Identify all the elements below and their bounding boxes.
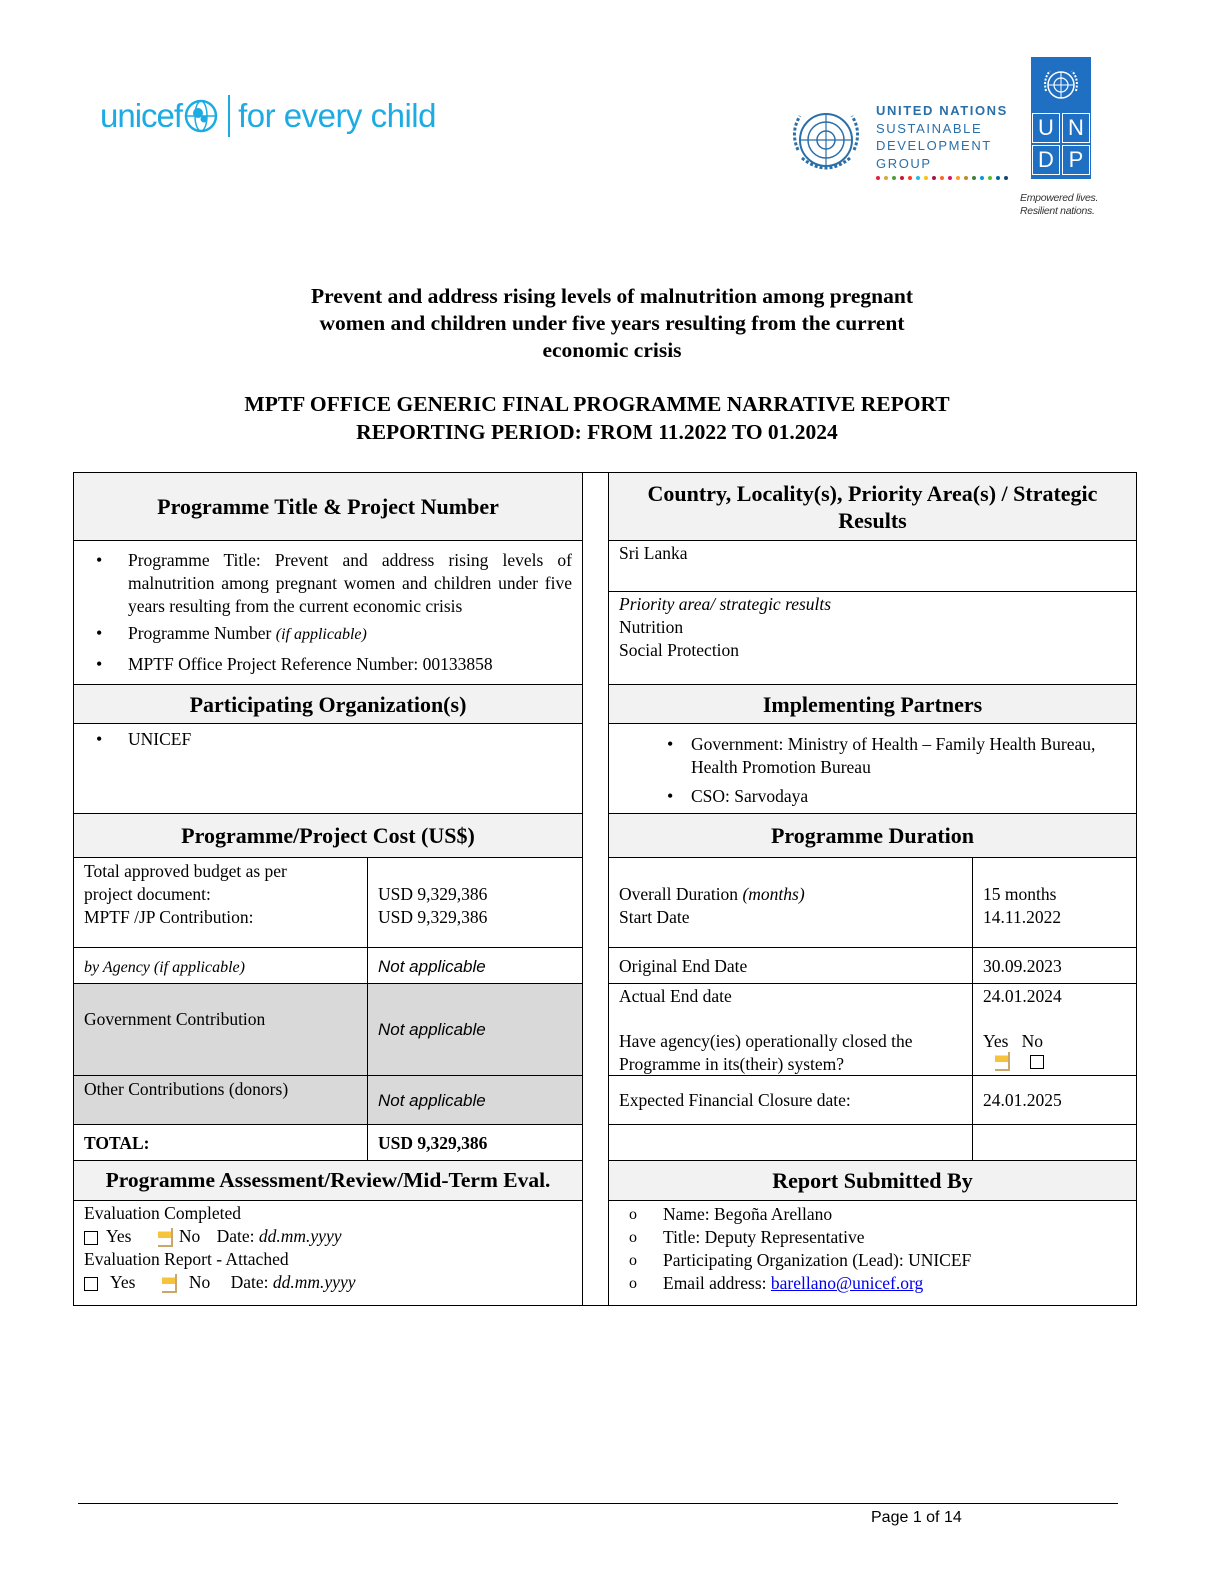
overall-duration-value: 15 months: [983, 884, 1057, 904]
eval-report-yes-checkbox[interactable]: [84, 1277, 98, 1291]
priority-cell: [608, 591, 1137, 685]
programme-number-label: Programme Number: [128, 623, 272, 643]
eval-report-date-value: dd.mm.yyyy: [272, 1272, 356, 1292]
closed-yes-label: Yes: [983, 1031, 1009, 1051]
eval-report-no-label: No: [188, 1272, 211, 1292]
evaluation-completed-label: Evaluation Completed: [84, 1203, 241, 1223]
undp-letter-u: U: [1032, 113, 1060, 143]
title-line-1: Prevent and address rising levels of malnutrition among pregnant: [310, 284, 914, 308]
unsdg-line-2: SUSTAINABLE: [876, 120, 983, 136]
programme-title-header: Programme Title & Project Number: [73, 472, 583, 541]
assessment-cell: [73, 1200, 583, 1306]
reporting-period: REPORTING PERIOD: FROM 11.2022 TO 01.2024: [356, 419, 838, 444]
eval-report-date-label: Date:: [230, 1272, 269, 1292]
participating-org-cell: [73, 723, 583, 814]
overall-duration-value-cell: [972, 857, 1137, 948]
closed-question-1: Have agency(ies) operationally closed the: [619, 1031, 913, 1051]
overall-duration-label: [619, 883, 972, 906]
other-contribution-label: Other Contributions (donors): [73, 1075, 368, 1125]
country-header: Country, Locality(s), Priority Area(s) / Strategic Results: [608, 472, 1137, 541]
eval-completed-date-value: dd.mm.yyyy: [258, 1226, 342, 1246]
unsdg-line-1: UNITED NATIONS: [876, 103, 1008, 118]
undp-tagline: [1020, 192, 1098, 218]
evaluation-completed-options: [84, 1225, 582, 1248]
evaluation-report-label: Evaluation Report - Attached: [84, 1249, 289, 1269]
un-emblem-icon: [784, 102, 868, 182]
submitter-title: o Title: Deputy Representative: [619, 1226, 1136, 1249]
implementing-partners-header: Implementing Partners: [608, 684, 1137, 724]
priority-label: Priority area/ strategic results: [619, 594, 832, 614]
undp-tagline-1: Empowered lives.: [1020, 192, 1099, 204]
submitter-email-item: [619, 1272, 1136, 1295]
start-date-value: 14.11.2022: [983, 907, 1062, 927]
implementing-partner-gov: • Government: Ministry of Health – Family Health Bureau, Health Promotion Bureau: [655, 733, 1126, 779]
eval-completed-no-label: No: [178, 1226, 201, 1246]
undp-letter-n: N: [1062, 113, 1090, 143]
budget-value-2: USD 9,329,386: [378, 907, 488, 927]
title-line-2: women and children under five years resulting from the current: [319, 311, 905, 335]
submitter-email-link[interactable]: barellano@unicef.org: [770, 1273, 924, 1293]
eval-completed-yes-checkbox[interactable]: [84, 1231, 98, 1245]
unicef-divider: [228, 95, 230, 137]
implementing-partners-cell: [608, 723, 1137, 814]
gov-contribution-label: Government Contribution: [73, 983, 368, 1076]
closed-no-label: No: [1021, 1031, 1043, 1051]
unicef-globe-icon: [184, 99, 218, 133]
gov-contribution-value: Not applicable: [367, 983, 583, 1076]
cost-header: Programme/Project Cost (US$): [73, 813, 583, 858]
actual-end-value: 24.01.2024: [983, 986, 1062, 1006]
budget-value-1: USD 9,329,386: [378, 884, 488, 904]
report-submitted-header: Report Submitted By: [608, 1160, 1137, 1201]
eval-completed-yes-label: Yes: [106, 1226, 132, 1246]
priority-item-2: Social Protection: [619, 640, 740, 660]
actual-end-value-cell: [972, 983, 1137, 1076]
budget-label-2: project document:: [84, 884, 211, 904]
undp-logo: [1031, 57, 1091, 179]
implementing-partner-cso: • CSO: Sarvodaya: [655, 785, 1126, 808]
mptf-reference-item: • MPTF Office Project Reference Number: 00133858: [84, 653, 572, 676]
priority-item-1: Nutrition: [619, 617, 684, 637]
agency-label-cell: by Agency (if applicable): [73, 947, 368, 984]
unicef-wordmark: unicef: [100, 97, 183, 134]
programme-number-item: [84, 622, 572, 646]
duration-header: Programme Duration: [608, 813, 1137, 858]
closed-options-boxes: [983, 1049, 1136, 1072]
actual-end-label: Actual End date: [619, 986, 732, 1006]
empty-cell-left: [608, 1124, 973, 1161]
eval-report-yes-label: Yes: [110, 1272, 136, 1292]
assessment-header: Programme Assessment/Review/Mid-Term Eval.: [73, 1160, 583, 1201]
budget-label-cell: [73, 857, 368, 948]
undp-tagline-2: Resilient nations.: [1020, 205, 1095, 217]
submitter-email-label: Email address:: [663, 1273, 767, 1293]
overall-duration-note: (months): [742, 884, 805, 904]
undp-letter-p: P: [1062, 145, 1090, 175]
financial-closure-value: 24.01.2025: [972, 1075, 1137, 1125]
closed-question-2: Programme in its(their) system?: [619, 1054, 845, 1074]
sdg-color-dots: [876, 176, 1008, 180]
unicef-logo: [100, 93, 436, 139]
participating-org-item: • UNICEF: [84, 728, 582, 751]
evaluation-report-options: [84, 1271, 582, 1294]
budget-label-3: MPTF /JP Contribution:: [84, 907, 254, 927]
page-number: Page 1 of 14: [871, 1509, 962, 1526]
closed-yes-checkbox-checked[interactable]: [995, 1052, 1010, 1071]
programme-title-cell: [73, 540, 583, 685]
unsdg-line-3: DEVELOPMENT: [876, 138, 992, 153]
participating-org-header: Participating Organization(s): [73, 684, 583, 724]
original-end-value: 30.09.2023: [972, 947, 1137, 984]
submitter-org: o Participating Organization (Lead): UNICEF: [619, 1249, 1136, 1272]
agency-value-cell: Not applicable: [367, 947, 583, 984]
submitter-name: o Name: Begoña Arellano: [619, 1203, 1136, 1226]
unsdg-logo: [784, 102, 1008, 182]
start-date-label: Start Date: [619, 907, 690, 927]
title-line-3: economic crisis: [542, 338, 682, 362]
eval-report-no-checkbox-checked[interactable]: [162, 1274, 177, 1293]
actual-end-label-cell: [608, 983, 973, 1076]
unicef-tagline: for every child: [238, 97, 436, 134]
original-end-label: Original End Date: [608, 947, 973, 984]
budget-label-1: Total approved budget as per: [84, 861, 287, 881]
undp-letter-d: D: [1032, 145, 1060, 175]
report-submitted-cell: [608, 1200, 1137, 1306]
programme-number-note: (if applicable): [275, 626, 367, 643]
table-spacer-column: [582, 472, 609, 1306]
financial-closure-label: Expected Financial Closure date:: [608, 1075, 973, 1125]
report-heading: [112, 391, 1082, 446]
unsdg-wordmark: [876, 102, 1008, 180]
budget-value-cell: [367, 857, 583, 948]
footer-divider: [78, 1503, 1118, 1504]
undp-emblem-icon: [1041, 65, 1081, 105]
country-cell: Sri Lanka: [608, 540, 1137, 592]
overall-duration-text: Overall Duration: [619, 884, 739, 904]
programme-title-item: • Programme Title: Prevent and address rising levels of malnutrition among pregnant women and children under five years resulting from the current economic crisis: [84, 549, 572, 618]
total-value: USD 9,329,386: [367, 1124, 583, 1161]
empty-cell-right: [972, 1124, 1137, 1161]
total-label: TOTAL:: [73, 1124, 368, 1161]
unsdg-line-4: GROUP: [876, 155, 932, 171]
document-title: [212, 283, 1012, 364]
eval-completed-date-label: Date:: [216, 1226, 255, 1246]
other-contribution-value: Not applicable: [367, 1075, 583, 1125]
report-type: MPTF OFFICE GENERIC FINAL PROGRAMME NARRATIVE REPORT: [244, 392, 950, 416]
overall-duration-label-cell: [608, 857, 973, 948]
eval-completed-no-checkbox-checked[interactable]: [158, 1228, 173, 1247]
closed-no-checkbox[interactable]: [1030, 1055, 1044, 1069]
